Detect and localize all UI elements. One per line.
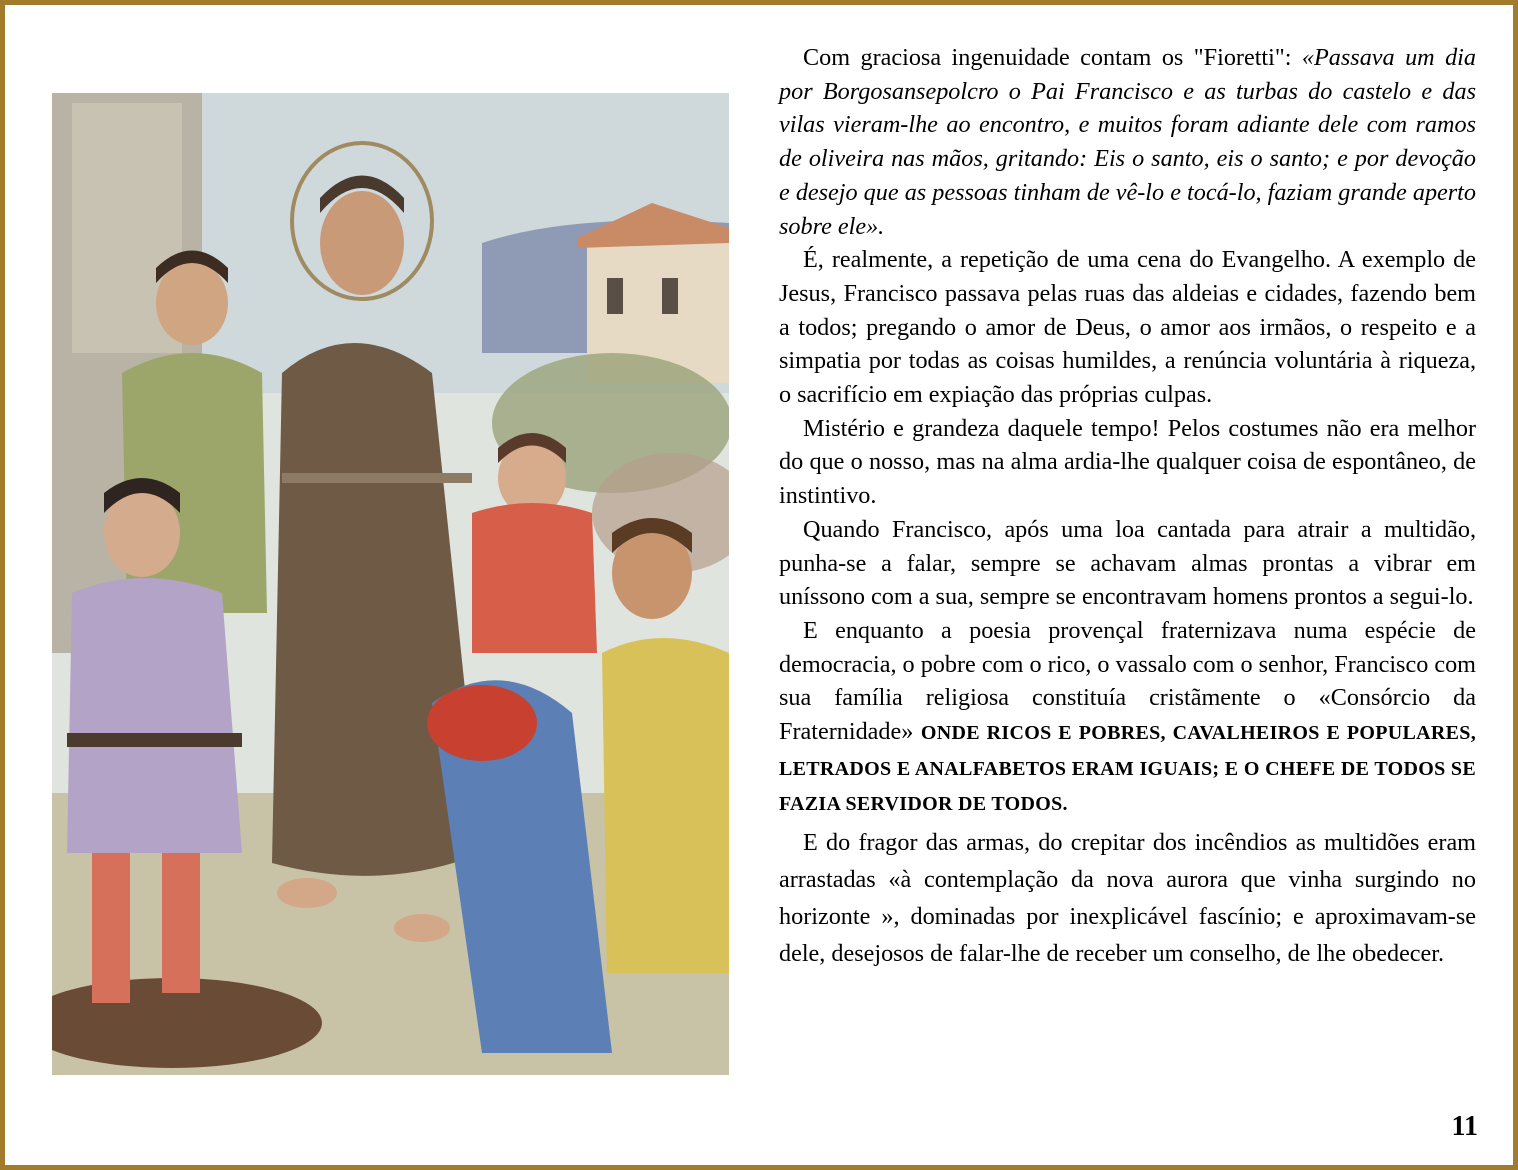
fioretti-quote: «Passava um dia por Borgosansepolcro o Pai Francisco e as turbas do castelo e das vilas vieram-lhe ao encontro, e muitos foram adiante dele com ramos de oliveira nas mãos, gritando: Eis o santo, eis o santo; e por devoção e desejo que as pessoas tinham de vê-lo e tocá-lo, faziam grande aperto sobre ele». <box>779 44 1476 240</box>
paragraph-fraternidade <box>779 614 1476 822</box>
illustration-drawing <box>52 93 729 1075</box>
paragraph-fioretti <box>779 41 1476 243</box>
page-number: 11 <box>1451 1111 1478 1142</box>
fraternidade-text: E enquanto a poesia provençal fraternizava numa espécie de democracia, o pobre com o rico, o vassalo com o senhor, Francisco com sua família religiosa constituía cristãmente o «Consórcio da Fraternidade» <box>779 616 1476 746</box>
fioretti-intro: Com graciosa ingenuidade contam os "Fioretti": <box>803 44 1292 71</box>
paragraph-multidao: Quando Francisco, após uma loa cantada para atrair a multidão, punha-se a falar, sempre se achavam almas prontas a vibrar em uníssono com a sua, sempre se encontravam homens prontos a segui-lo. <box>779 515 1476 611</box>
saint-francis-illustration <box>52 93 729 1075</box>
paragraph-aurora: E do fragor das armas, do crepitar dos incêndios as multidões eram arrastadas «à contemplação da nova aurora que vinha surgindo no horizonte », dominadas por inexplicável fascínio; e aproximavam-se dele, desejosos de falar-lhe de receber um conselho, de lhe obedecer. <box>779 829 1476 968</box>
article-text <box>779 41 1476 972</box>
paragraph-misterio: Mistério e grandeza daquele tempo! Pelos costumes não era melhor do que o nosso, mas na alma ardia-lhe qualquer coisa de espontâneo, de instintivo. <box>779 414 1476 510</box>
paragraph-evangelho: É, realmente, a repetição de uma cena do Evangelho. A exemplo de Jesus, Francisco passava pelas ruas das aldeias e cidades, fazendo bem a todos; pregando o amor de Deus, o amor aos irmãos, o respeito e a simpatia por todas as coisas humildes, a renúncia voluntária à riqueza, o sacrifício em expiação das próprias culpas. <box>779 246 1476 409</box>
fraternidade-caps: ONDE RICOS E POBRES, CAVALHEIROS E POPULARES, LETRADOS E ANALFABETOS ERAM IGUAIS; E O CHEFE DE TODOS SE FAZIA SERVIDOR DE TODOS. <box>779 722 1477 816</box>
